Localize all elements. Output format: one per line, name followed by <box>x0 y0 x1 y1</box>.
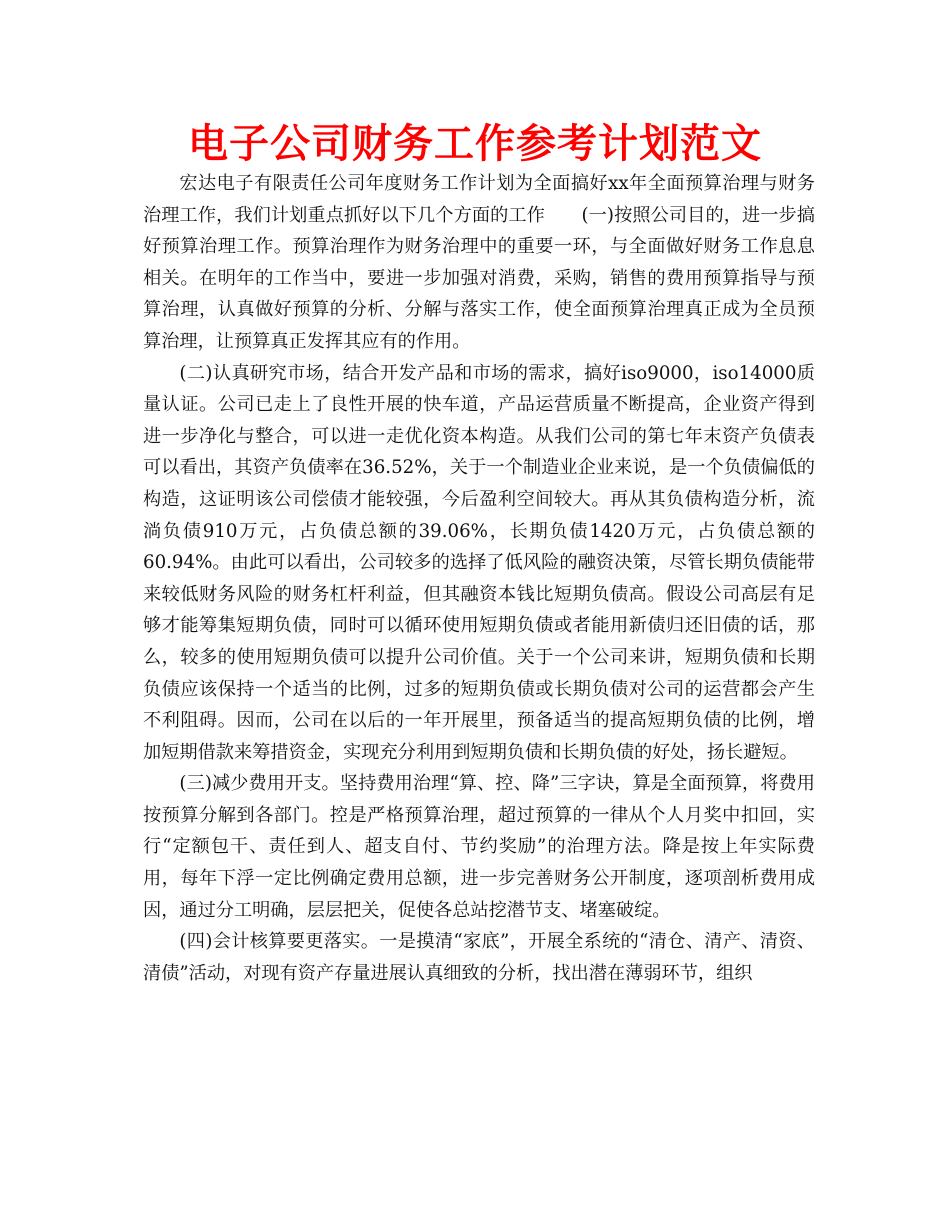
document-body <box>143 168 815 989</box>
paragraph-4: (四)会计核算要更落实。一是摸清“家底”，开展全系统的“清仓、清产、清资、清债”活动，对现有资产存量进展认真细致的分析，找出潜在薄弱环节，组织 <box>143 931 815 984</box>
paragraph-1: 宏达电子有限责任公司年度财务工作计划为全面搞好xx年全面预算治理与财务治理工作，我们计划重点抓好以下几个方面的工作 (一)按照公司目的，进一步搞好预算治理工作。预算治理作为财务治理中的重要一环，与全面做好财务工作息息相关。在明年的工作当中，要进一步加强对消费，采购，销售的费用预算指导与预算治理，认真做好预算的分析、分解与落实工作，使全面预算治理真正成为全员预算治理，让预算真正发挥其应有的作用。 <box>143 173 815 352</box>
document-title: 电子公司财务工作参考计划范文 <box>188 121 762 167</box>
paragraph-3: (三)减少费用开支。坚持费用治理“算、控、降”三字诀，算是全面预算，将费用按预算分解到各部门。控是严格预算治理，超过预算的一律从个人月奖中扣回，实行“定额包干、责任到人、超支自付、节约奖励”的治理方法。降是按上年实际费用，每年下浮一定比例确定费用总额，进一步完善财务公开制度，逐项剖析费用成因，通过分工明确，层层把关，促使各总站挖潜节支、堵塞破绽。 <box>143 773 815 921</box>
paragraph-2: (二)认真研究市场，结合开发产品和市场的需求，搞好iso9000，iso14000质量认证。公司已走上了良性开展的快车道，产品运营质量不断提高，企业资产得到进一步净化与整合，可以进一走优化资本构造。从我们公司的第七年末资产负债表可以看出，其资产负债率在36.52%，关于一个制造业企业来说，是一个负债偏低的构造，这证明该公司偿债才能较强，今后盈利空间较大。再从其负债构造分析，流淌负债910万元，占负债总额的39.06%，长期负债1420万元，占负债总额的60.94%。由此可以看出，公司较多的选择了低风险的融资决策，尽管长期负债能带来较低财务风险的财务杠杆利益，但其融资本钱比短期负债高。假设公司高层有足够才能筹集短期负债，同时可以循环使用短期负债或者能用新债归还旧债的话，那么，较多的使用短期负债可以提升公司价值。关于一个公司来讲，短期负债和长期负债应该保持一个适当的比例，过多的短期负债或长期负债对公司的运营都会产生不利阻碍。因而，公司在以后的一年开展里，预备适当的提高短期负债的比例，增加短期借款来筹措资金，实现充分利用到短期负债和长期负债的好处，扬长避短。 <box>143 362 815 763</box>
